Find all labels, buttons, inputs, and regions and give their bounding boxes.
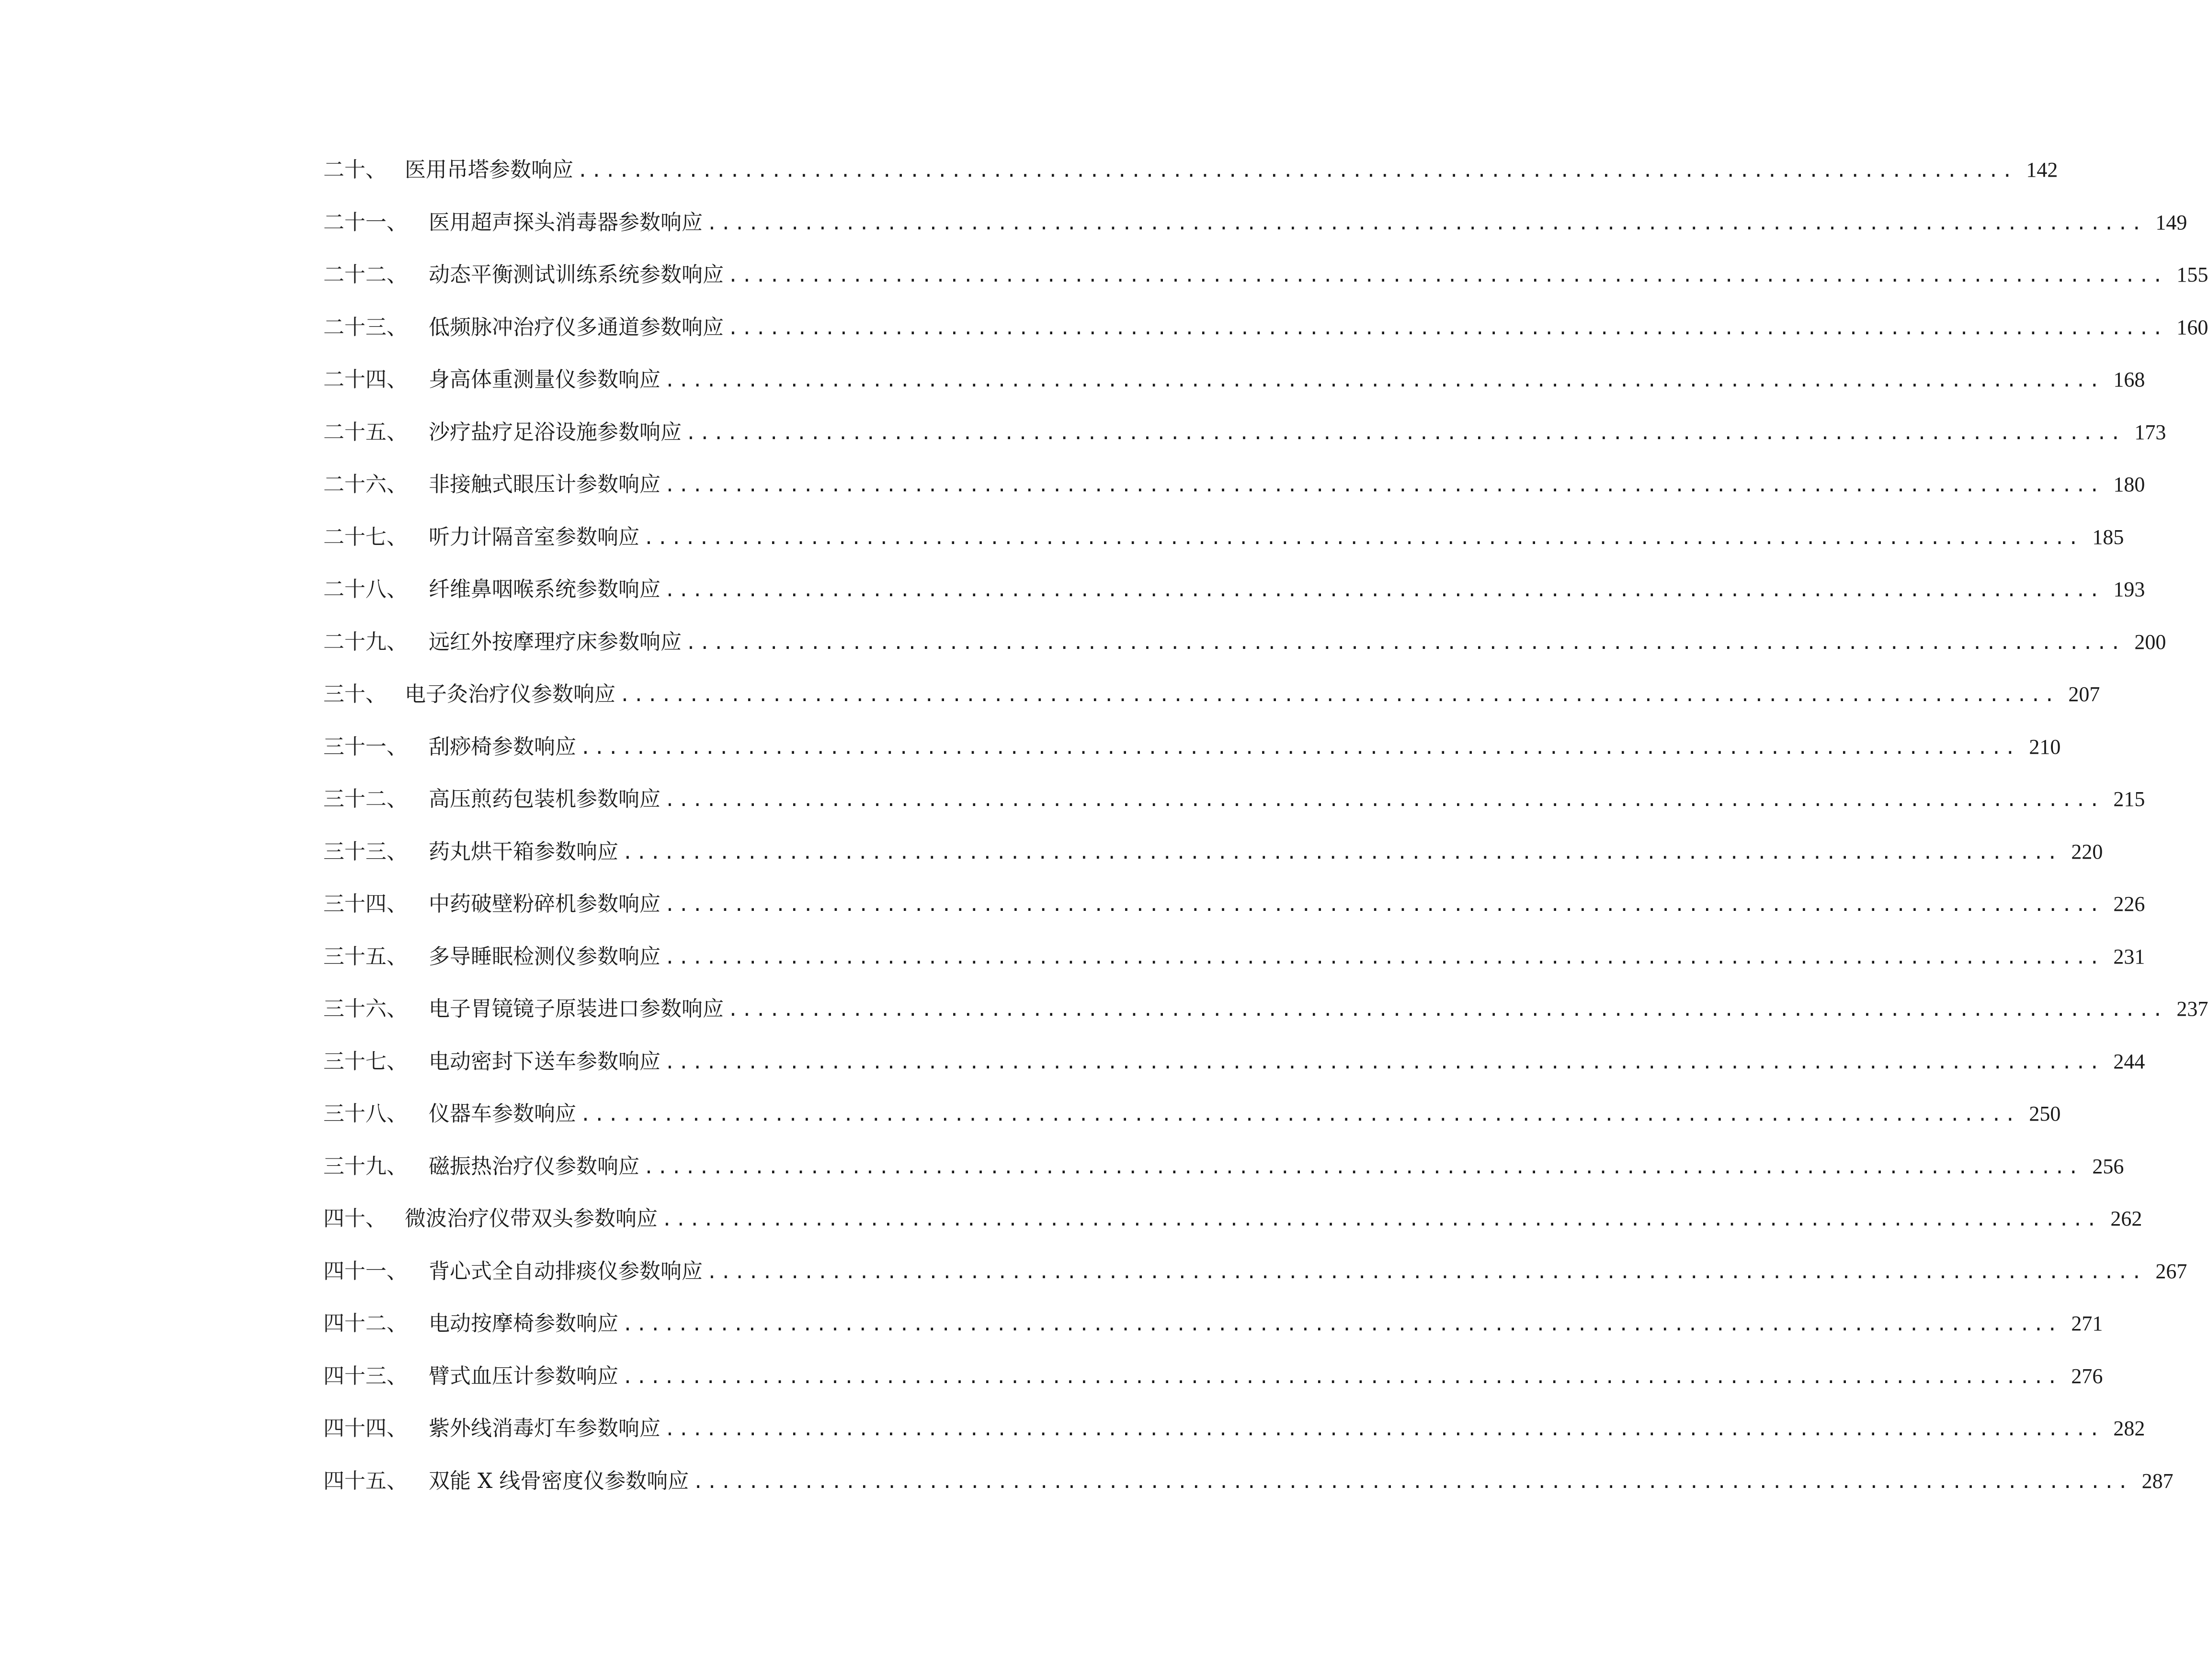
toc-entry-title: 纤维鼻咽喉系统参数响应 [429,577,660,602]
toc-entry-title: 听力计隔音室参数响应 [429,524,639,549]
toc-entry-page: 287 [2141,1469,2174,1493]
toc-entry-number: 三十三、 [323,839,408,864]
toc-entry-title: 仪器车参数响应 [429,1101,576,1126]
toc-dot-leader: ........................................................................................................ [693,1471,2131,1492]
toc-entry[interactable] [323,563,2145,616]
toc-dot-leader: ........................................................................................................ [643,1156,2082,1178]
toc-dot-leader: ........................................................................................................ [577,160,2016,181]
toc-entry-title: 动态平衡测试训练系统参数响应 [429,262,724,287]
toc-entry-title: 臂式血压计参数响应 [429,1363,618,1388]
toc-entry[interactable] [323,931,2145,983]
toc-entry[interactable] [323,511,2124,564]
toc-dot-leader: ........................................................................................................ [619,684,2058,705]
toc-entry-page: 226 [2113,892,2145,916]
toc-entry-page: 256 [2092,1154,2124,1178]
toc-dot-leader: ........................................................................................................ [580,737,2019,758]
toc-entry-title: 刮痧椅参数响应 [429,734,576,759]
toc-entry-number: 四十一、 [323,1259,408,1283]
toc-dot-leader: ........................................................................................................ [685,422,2124,443]
toc-entry-number: 三十八、 [323,1101,408,1126]
toc-entry-number: 二十一、 [323,210,408,235]
toc-entry[interactable] [323,1350,2103,1403]
toc-entry-number: 二十二、 [323,262,408,287]
toc-entry-title: 背心式全自动排痰仪参数响应 [429,1259,703,1283]
toc-entry-number: 三十一、 [323,734,408,759]
toc-dot-leader: ........................................................................................................ [661,1209,2100,1230]
toc-entry-number: 三十九、 [323,1154,408,1179]
toc-dot-leader: ........................................................................................................ [622,1314,2061,1335]
toc-entry[interactable] [323,878,2145,931]
toc-entry-title: 沙疗盐疗足浴设施参数响应 [429,420,682,444]
toc-entry-number: 三十二、 [323,787,408,811]
toc-entry-number: 三十五、 [323,944,408,969]
toc-dot-leader: ........................................................................................................ [685,632,2124,653]
toc-entry-number: 四十、 [323,1206,387,1231]
toc-entry-page: 210 [2029,735,2061,759]
toc-dot-leader: ........................................................................................................ [664,579,2103,601]
toc-dot-leader: ........................................................................................................ [643,527,2082,548]
toc-entry-title: 远红外按摩理疗床参数响应 [429,629,682,654]
toc-entry-title: 高压煎药包装机参数响应 [429,787,660,811]
toc-entry[interactable] [323,249,2208,301]
toc-entry[interactable] [323,1402,2145,1455]
toc-entry-title: 身高体重测量仪参数响应 [429,367,660,392]
toc-entry[interactable] [323,1035,2145,1088]
toc-entry-page: 220 [2071,840,2103,863]
toc-dot-leader: ........................................................................................................ [728,317,2166,339]
toc-entry-page: 267 [2155,1259,2187,1283]
toc-entry-title: 电子灸治疗仪参数响应 [405,682,615,706]
toc-entry-page: 200 [2134,630,2166,654]
toc-entry-page: 271 [2071,1312,2103,1335]
toc-entry[interactable] [323,301,2208,354]
toc-dot-leader: ........................................................................................................ [728,265,2166,286]
toc-dot-leader: ........................................................................................................ [706,1261,2145,1283]
toc-entry-number: 二十七、 [323,524,408,549]
toc-entry-number: 二十九、 [323,629,408,654]
toc-entry-title: 电动密封下送车参数响应 [429,1049,660,1074]
toc-entry-number: 二十三、 [323,315,408,340]
toc-entry-page: 215 [2113,787,2145,811]
toc-entry-title: 双能 X 线骨密度仪参数响应 [429,1468,689,1493]
toc-dot-leader: ........................................................................................................ [664,1419,2103,1440]
toc-entry[interactable] [323,1455,2174,1508]
toc-entry[interactable] [323,826,2103,878]
toc-entry[interactable] [323,1297,2103,1350]
toc-dot-leader: ........................................................................................................ [580,1104,2019,1125]
toc-entry-page: 149 [2155,210,2187,234]
toc-entry-page: 193 [2113,578,2145,601]
toc-entry-page: 262 [2110,1207,2142,1230]
toc-entry[interactable] [323,144,2058,196]
toc-entry[interactable] [323,1192,2142,1245]
toc-dot-leader: ........................................................................................................ [664,946,2103,968]
toc-dot-leader: ........................................................................................................ [664,475,2103,496]
toc-dot-leader: ........................................................................................................ [622,1366,2061,1387]
toc-dot-leader: ........................................................................................................ [664,1051,2103,1073]
toc-entry-title: 电动按摩椅参数响应 [429,1311,618,1336]
toc-entry-number: 三十四、 [323,892,408,916]
toc-entry-number: 四十四、 [323,1416,408,1441]
toc-entry-number: 三十、 [323,682,387,706]
toc-entry[interactable] [323,721,2061,773]
toc-entry[interactable] [323,196,2187,249]
toc-entry-page: 185 [2092,525,2124,549]
toc-entry-page: 276 [2071,1364,2103,1388]
toc-dot-leader: ........................................................................................................ [664,370,2103,391]
toc-entry-number: 二十、 [323,158,387,182]
toc-entry-number: 二十四、 [323,367,408,392]
toc-entry-page: 173 [2134,420,2166,444]
toc-entry-title: 医用吊塔参数响应 [405,158,573,182]
toc-entry-number: 四十二、 [323,1311,408,1336]
toc-entry[interactable] [323,1140,2124,1193]
toc-entry[interactable] [323,353,2145,406]
toc-entry[interactable] [323,773,2145,826]
toc-entry-number: 三十七、 [323,1049,408,1074]
toc-entry[interactable] [323,458,2145,511]
toc-entry-number: 二十八、 [323,577,408,602]
toc-entry-title: 磁振热治疗仪参数响应 [429,1154,639,1179]
toc-entry-page: 160 [2176,315,2208,339]
toc-entry-title: 医用超声探头消毒器参数响应 [429,210,703,235]
toc-entry[interactable] [323,1088,2061,1140]
toc-entry[interactable] [323,1245,2187,1298]
toc-entry[interactable] [323,983,2208,1035]
toc-dot-leader: ........................................................................................................ [728,999,2166,1020]
toc-entry-page: 168 [2113,368,2145,391]
toc-dot-leader: ........................................................................................................ [706,212,2145,234]
toc-entry-title: 低频脉冲治疗仪多通道参数响应 [429,315,724,340]
toc-entry-page: 282 [2113,1417,2145,1440]
toc-entry-title: 电子胃镜镜子原装进口参数响应 [429,997,724,1021]
toc-entry-page: 250 [2029,1102,2061,1125]
toc-dot-leader: ........................................................................................................ [664,894,2103,915]
toc-entry-number: 二十五、 [323,420,408,444]
toc-entry-title: 微波治疗仪带双头参数响应 [405,1206,658,1231]
toc-entry-page: 237 [2176,997,2208,1021]
toc-entry-number: 三十六、 [323,997,408,1021]
toc-entry-title: 中药破壁粉碎机参数响应 [429,892,660,916]
toc-entry-number: 二十六、 [323,472,408,497]
toc-dot-leader: ........................................................................................................ [664,789,2103,810]
toc-entry[interactable] [323,616,2166,669]
toc-entry-title: 多导睡眠检测仪参数响应 [429,944,660,969]
toc-entry-number: 四十三、 [323,1363,408,1388]
toc-entry-page: 180 [2113,473,2145,496]
toc-entry-page: 231 [2113,944,2145,968]
toc-entry-page: 142 [2026,158,2058,182]
toc-entry-title: 药丸烘干箱参数响应 [429,839,618,864]
toc-entry-page: 155 [2176,263,2208,286]
toc-entry-page: 244 [2113,1049,2145,1073]
toc-entry-page: 207 [2068,682,2100,706]
toc-entry[interactable] [323,406,2166,459]
toc-dot-leader: ........................................................................................................ [622,841,2061,863]
toc-entry-number: 四十五、 [323,1468,408,1493]
table-of-contents [323,144,2208,1507]
toc-entry-title: 紫外线消毒灯车参数响应 [429,1416,660,1441]
toc-entry[interactable] [323,668,2100,721]
toc-entry-title: 非接触式眼压计参数响应 [429,472,660,497]
